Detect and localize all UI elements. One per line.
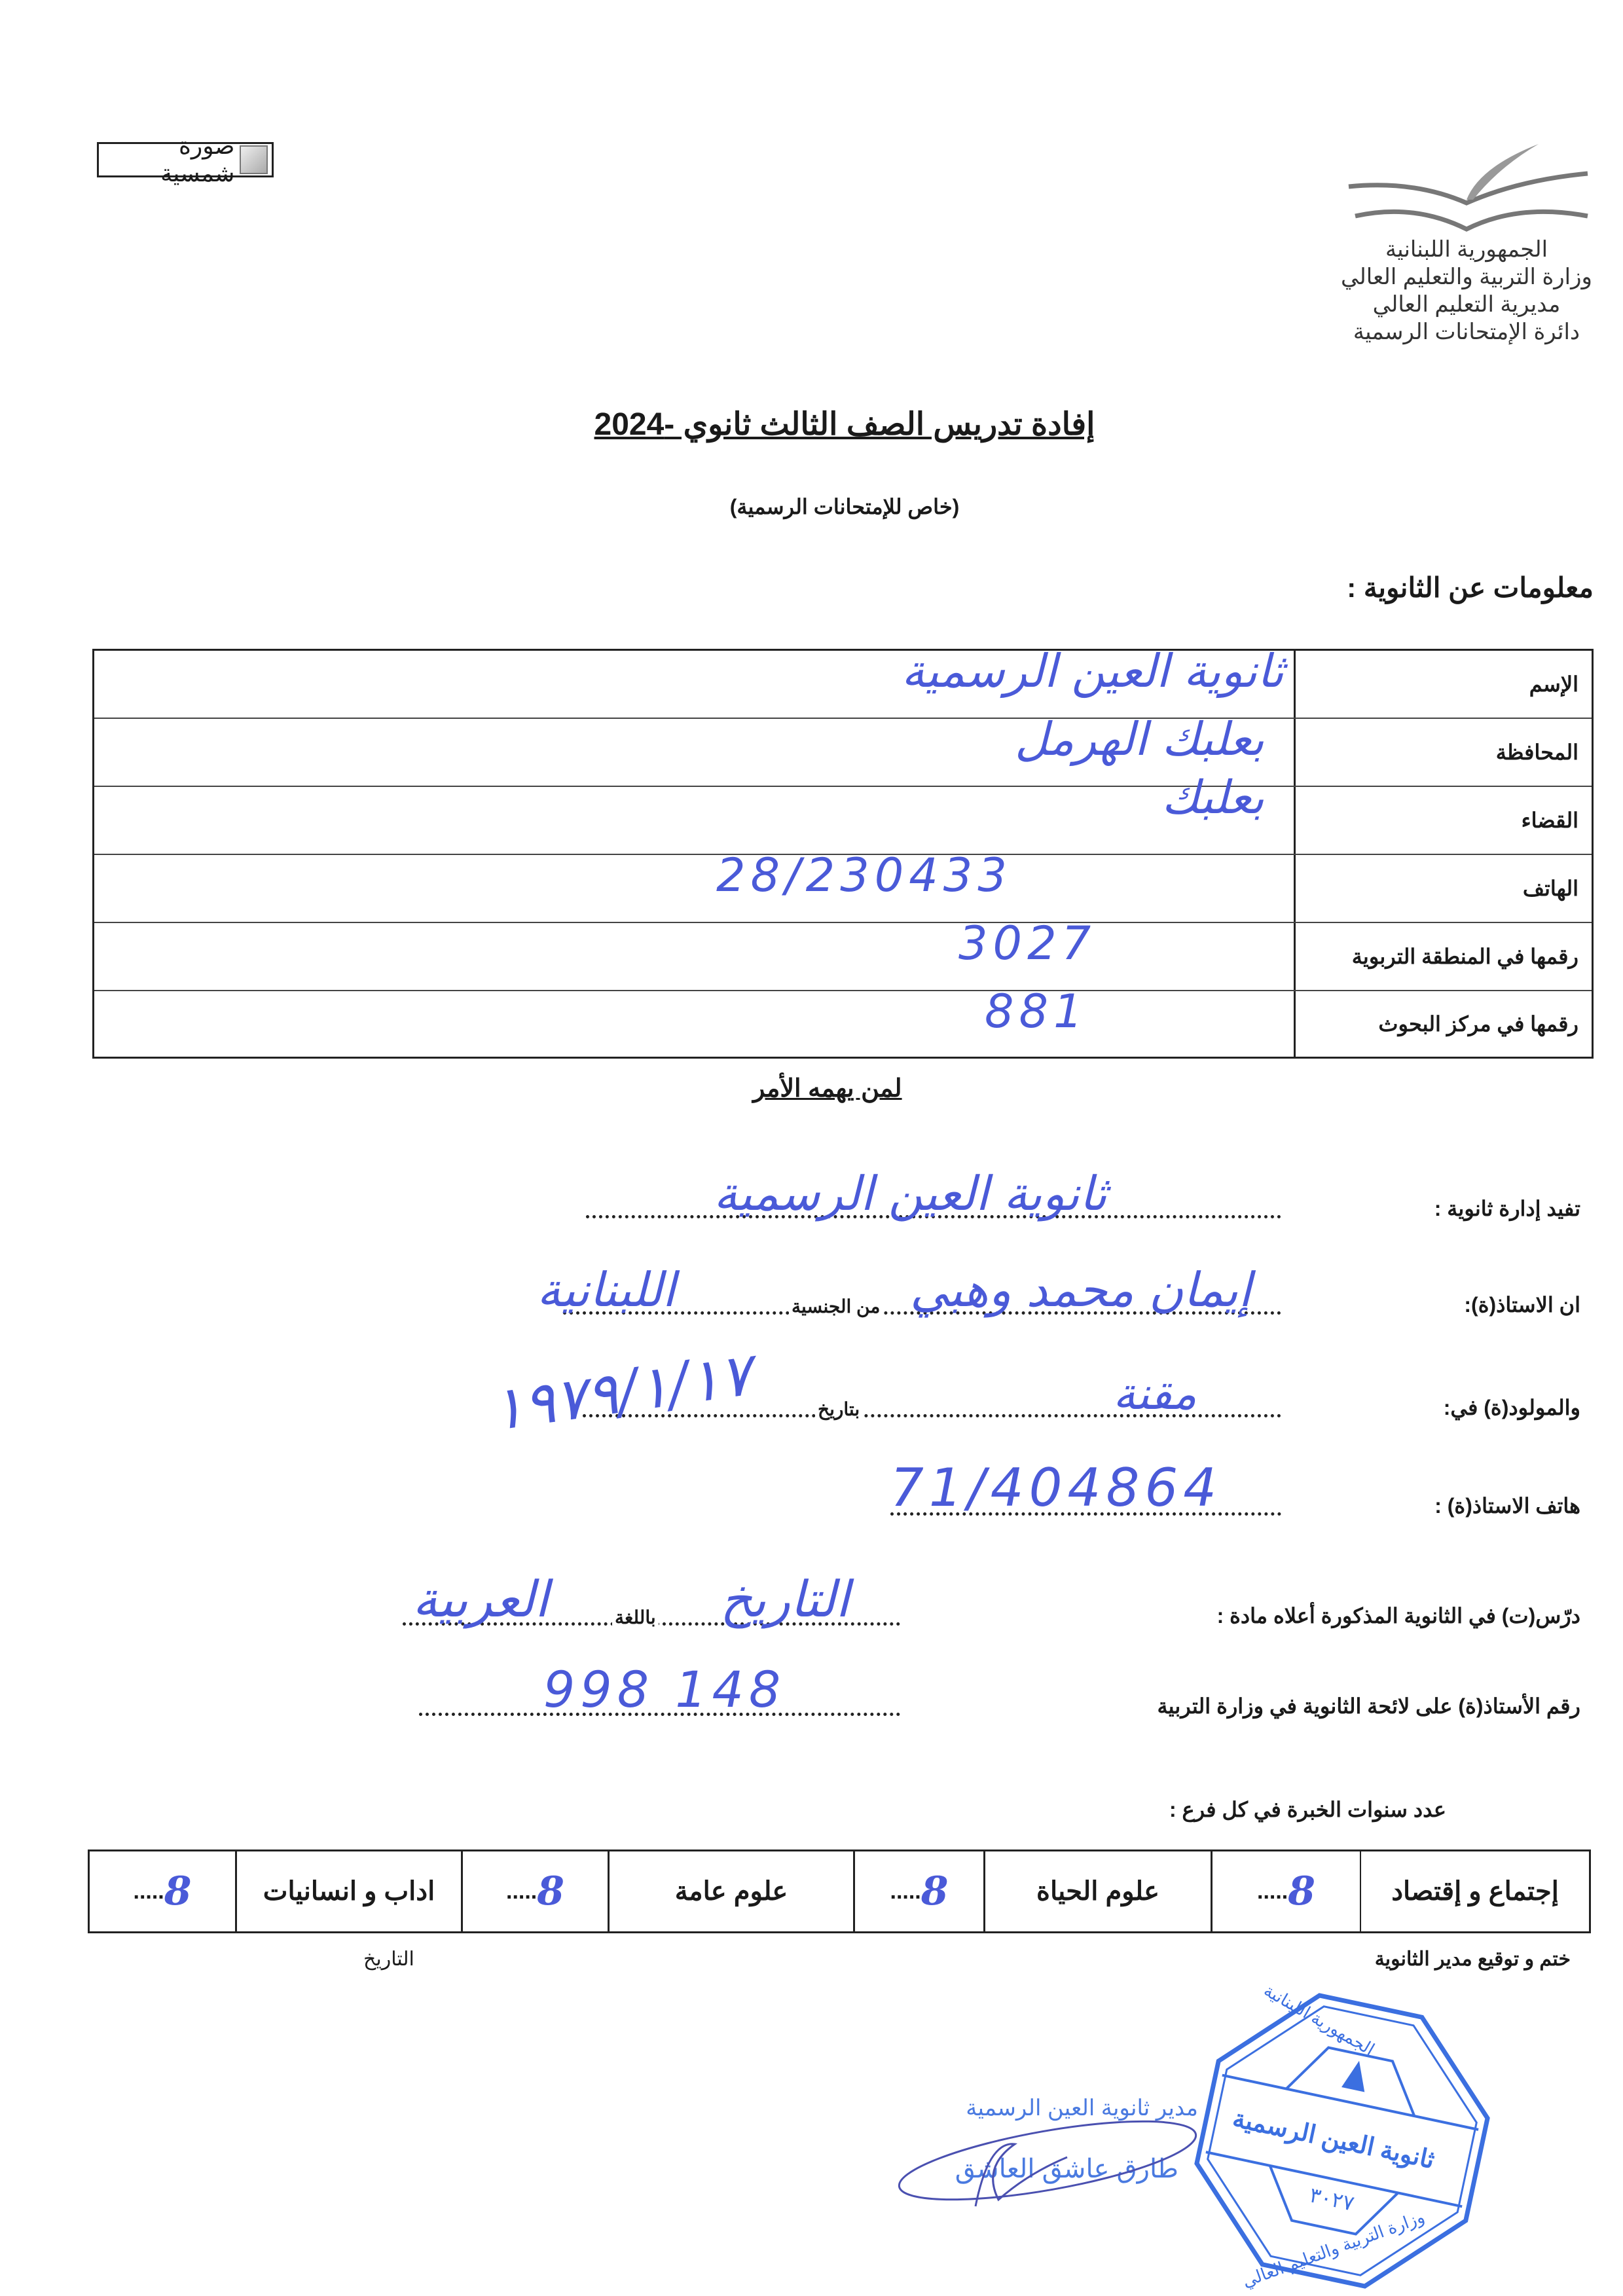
row-label: المحافظة: [1294, 719, 1592, 786]
school-admin-row: [0, 1156, 1623, 1221]
school-admin-label: تفيد إدارة ثانوية :: [1434, 1197, 1580, 1220]
footer-date-label: التاريخ: [363, 1948, 414, 1970]
branch-years: 8: [1288, 1868, 1315, 1914]
ministry-header: [1336, 141, 1597, 346]
school-info-table: [92, 644, 1594, 1059]
teacher-label: ان الاستاذ(ة):: [1464, 1293, 1580, 1317]
dots: .....: [890, 1878, 921, 1904]
document-title: إفادة تدريس الصف الثالث ثانوي -2024: [594, 407, 1095, 442]
stamp-bottom-text: وزارة التربية والتعليم العالي: [1239, 2206, 1427, 2291]
language-value: العربية: [412, 1570, 549, 1628]
principal-sign-label: ختم و توقيع مدير الثانوية: [1374, 1948, 1571, 1970]
row-label: رقمها في المنطقة التربوية: [1294, 923, 1592, 990]
subject-label: درّس(ت) في الثانوية المذكورة أعلاه مادة :: [1216, 1604, 1580, 1628]
branch-label: اداب و انسانيات: [235, 1851, 461, 1931]
date-label: بتاريخ: [815, 1398, 862, 1420]
school-info-heading: معلومات عن الثانوية :: [1347, 572, 1594, 603]
table-row: [94, 985, 1592, 1057]
ministry-number-value: 998 148: [543, 1660, 786, 1719]
teacher-name-value: إيمان محمد وهبي: [910, 1262, 1252, 1317]
table-row: [94, 917, 1592, 991]
branch-label: علوم عامة: [608, 1851, 853, 1931]
subject-row: [0, 1563, 1623, 1628]
header-line: الجمهورية اللبنانية: [1385, 237, 1548, 262]
principal-signature: [858, 2095, 1198, 2226]
table-row: [94, 848, 1592, 923]
signature-name: طارق عاشق العاشق: [955, 2155, 1178, 2183]
school-admin-value: ثانوية العين الرسمية: [714, 1166, 1107, 1221]
open-book-logo-icon: [1336, 141, 1597, 232]
branch-years: 8: [537, 1868, 564, 1914]
stamp-number: ٣٠٢٧: [1307, 2183, 1357, 2215]
branch-years: 8: [921, 1868, 949, 1914]
dots: .....: [1257, 1878, 1288, 1904]
stamp-center-text: ثانوية العين الرسمية: [1230, 2104, 1437, 2175]
subject-value: التاريخ: [720, 1570, 850, 1628]
branch-value: [1211, 1851, 1360, 1931]
language-label: باللغة: [612, 1607, 659, 1628]
dots: .....: [133, 1878, 164, 1904]
row-label: رقمها في مركز البحوث: [1294, 991, 1592, 1057]
header-line: مديرية التعليم العالي: [1372, 292, 1561, 317]
teacher-phone-row: [0, 1453, 1623, 1518]
ministry-number-row: [0, 1653, 1623, 1719]
nationality-label: من الجنسية: [789, 1296, 883, 1317]
row-label: القضاء: [1294, 787, 1592, 854]
row-label: الإسم: [1294, 651, 1592, 718]
born-place-value: مقنة: [1113, 1368, 1197, 1420]
row-value: بعلبك الهرمل: [1015, 712, 1264, 766]
teacher-phone-label: هاتف الاستاذ(ة) :: [1434, 1494, 1580, 1518]
photo-box: [97, 132, 274, 187]
ministry-number-label: رقم الأستاذ(ة) على لائحة الثانوية في وزارة التربية: [1157, 1694, 1580, 1718]
born-label: والمولود(ة) في:: [1443, 1396, 1580, 1419]
document-subtitle: (خاص للإمتحانات الرسمية): [729, 495, 960, 519]
branch-value: [853, 1851, 983, 1931]
signature-title: مدير ثانوية العين الرسمية: [966, 2096, 1198, 2121]
photo-label: صورة شمسية: [160, 132, 235, 187]
image-icon: [240, 145, 268, 174]
branch-years: 8: [164, 1868, 192, 1914]
signature-scribble-icon: [858, 2095, 1198, 2226]
branch-value: [90, 1851, 235, 1931]
branch-label: علوم الحياة: [983, 1851, 1211, 1931]
experience-heading: عدد سنوات الخبرة في كل فرع :: [1169, 1798, 1446, 1821]
branch-value: [461, 1851, 608, 1931]
row-value: 881: [985, 985, 1088, 1038]
teacher-phone-value: 71/404864: [890, 1457, 1222, 1518]
table-row: [94, 644, 1592, 719]
table-row: [94, 771, 1592, 855]
branch-label: إجتماع و إقتصاد: [1360, 1851, 1589, 1931]
stamp-top-text: الجمهورية اللبنانية: [1260, 1980, 1378, 2060]
table-row: [94, 712, 1592, 787]
experience-table: [88, 1850, 1591, 1933]
nationality-value: اللبنانية: [537, 1262, 676, 1317]
teacher-row: [0, 1252, 1623, 1317]
header-line: دائرة الإمتحانات الرسمية: [1353, 319, 1580, 344]
born-date-value: ١٩٧٩/١/١٧: [487, 1339, 756, 1445]
to-whom-heading: لمن يهمه الأمر: [753, 1075, 902, 1102]
row-value: ثانوية العين الرسمية: [901, 644, 1284, 698]
row-label: الهاتف: [1294, 855, 1592, 922]
header-line: وزارة التربية والتعليم العالي: [1341, 264, 1592, 289]
row-value: 3027: [958, 917, 1097, 970]
row-value: بعلبك: [1161, 771, 1264, 824]
dots: .....: [506, 1878, 538, 1904]
school-stamp: [1192, 1980, 1493, 2291]
birth-row: [0, 1339, 1623, 1445]
row-value: 28/230433: [716, 848, 1012, 902]
